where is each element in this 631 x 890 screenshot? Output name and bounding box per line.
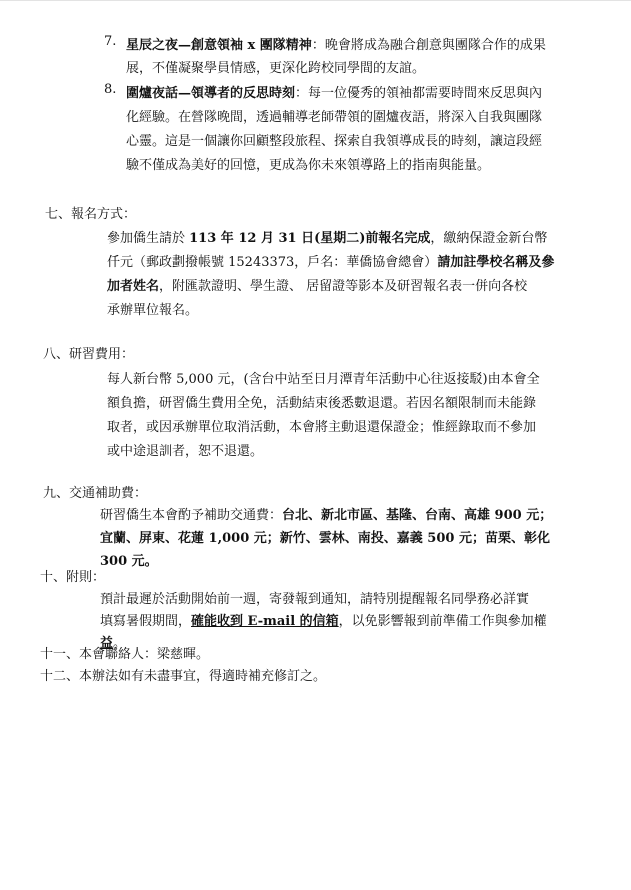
text-run: 填寫暑假期間， xyxy=(100,614,192,629)
text-line xyxy=(100,504,605,527)
text-line xyxy=(107,299,607,323)
text-line xyxy=(107,440,607,464)
bold-text: 宜蘭、屏東、花蓮 1,000 元；新竹、雲林、南投、嘉義 500 元；苗栗、彰化 xyxy=(100,531,550,546)
text-run: 驗不僅成為美好的回憶，更成為你未來領導路上的指南與能量。 xyxy=(126,158,491,173)
text-run: ：每一位優秀的領袖都需要時間來反思與內 xyxy=(295,86,543,101)
section-heading-transport: 九、交通補助費： xyxy=(43,486,148,501)
text-line xyxy=(107,368,607,392)
text-line xyxy=(100,611,605,633)
item-number: 7. xyxy=(104,34,117,49)
text-run: ：晚會將成為融合創意與團隊合作的成果 xyxy=(311,38,546,53)
text-run: 仟元（郵政劃撥帳號 15243373，戶名：華僑協會總會） xyxy=(107,255,438,270)
text-run: 或中途退訓者，恕不退還。 xyxy=(107,444,264,459)
item-number: 8. xyxy=(104,82,117,97)
section-body-registration xyxy=(107,227,607,323)
text-line xyxy=(107,227,607,251)
text-line xyxy=(107,392,607,416)
text-line xyxy=(107,416,607,440)
text-line xyxy=(107,275,607,299)
text-line xyxy=(126,106,611,130)
bold-text: 300 元。 xyxy=(100,554,158,569)
bold-text: 加者姓名 xyxy=(107,279,160,294)
text-run: 預計最遲於活動開始前一週，寄發報到通知，請特別提醒報名同學務必詳實 xyxy=(100,592,530,607)
bold-text: 圍爐夜話—領導者的反思時刻 xyxy=(126,86,296,101)
text-line xyxy=(126,34,611,57)
section-body-fees xyxy=(107,368,607,464)
text-line xyxy=(126,154,611,178)
section-heading-fees: 八、研習費用： xyxy=(43,347,135,362)
text-run: 承辦單位報名。 xyxy=(107,303,199,318)
text-run: 展，不僅凝聚學員情感，更深化跨校同學間的友誼。 xyxy=(126,61,426,76)
text-run: 。 xyxy=(113,636,127,651)
section-amendment: 十二、本辦法如有未盡事宜，得適時補充修訂之。 xyxy=(40,669,327,684)
bold-text: 113 年 12 月 31 日(星期二)前報名完成 xyxy=(189,231,431,246)
section-body-transport xyxy=(100,504,605,573)
item-text xyxy=(126,34,611,80)
underlined-text: 確能收到 E-mail 的信箱 xyxy=(191,614,339,629)
text-run: ，附匯款證明、學生證、 居留證等影本及研習報名表一併向各校 xyxy=(159,279,528,294)
bold-text: 星辰之夜—創意領袖 x 團隊精神 xyxy=(126,38,312,53)
text-line xyxy=(100,550,605,573)
text-line xyxy=(107,251,607,275)
item-text xyxy=(126,82,611,178)
text-run: ，以免影響報到前準備工作與參加權 xyxy=(338,614,547,629)
bold-text: 台北、新北市區、基隆、台南、高雄 900 元； xyxy=(282,508,553,523)
text-run: 心靈。這是一個讓你回顧整段旅程、探索自我領導成長的時刻，讓這段經 xyxy=(126,134,543,149)
text-line xyxy=(100,589,605,611)
text-run: 額負擔，研習僑生費用全免，活動結束後悉數退還。若因名額限制而未能錄 xyxy=(107,396,537,411)
text-run: 參加僑生請於 xyxy=(107,231,190,246)
text-line xyxy=(126,130,611,154)
text-run: 每人新台幣 5,000 元，(含台中站至日月潭青年活動中心往返接駁)由本會全 xyxy=(107,372,540,387)
section-heading-notes: 十、附則： xyxy=(40,570,106,585)
underlined-text: 益 xyxy=(100,636,114,651)
text-run: 化經驗。在營隊晚間，透過輔導老師帶領的圍爐夜語，將深入自我與團隊 xyxy=(126,110,543,125)
text-run: ，繳納保證金新台幣 xyxy=(430,231,548,246)
section-contact: 十一、本會聯絡人：梁慈暉。 xyxy=(40,647,210,662)
text-line xyxy=(100,527,605,550)
bold-text: 請加註學校名稱及參 xyxy=(437,255,555,270)
text-run: 取者，或因承辦單位取消活動，本會將主動退還保證金；惟經錄取而不參加 xyxy=(107,420,537,435)
section-heading-registration: 七、報名方式： xyxy=(45,207,137,222)
text-run: 研習僑生本會酌予補助交通費： xyxy=(100,508,283,523)
text-line xyxy=(126,82,611,106)
text-line xyxy=(126,57,611,80)
